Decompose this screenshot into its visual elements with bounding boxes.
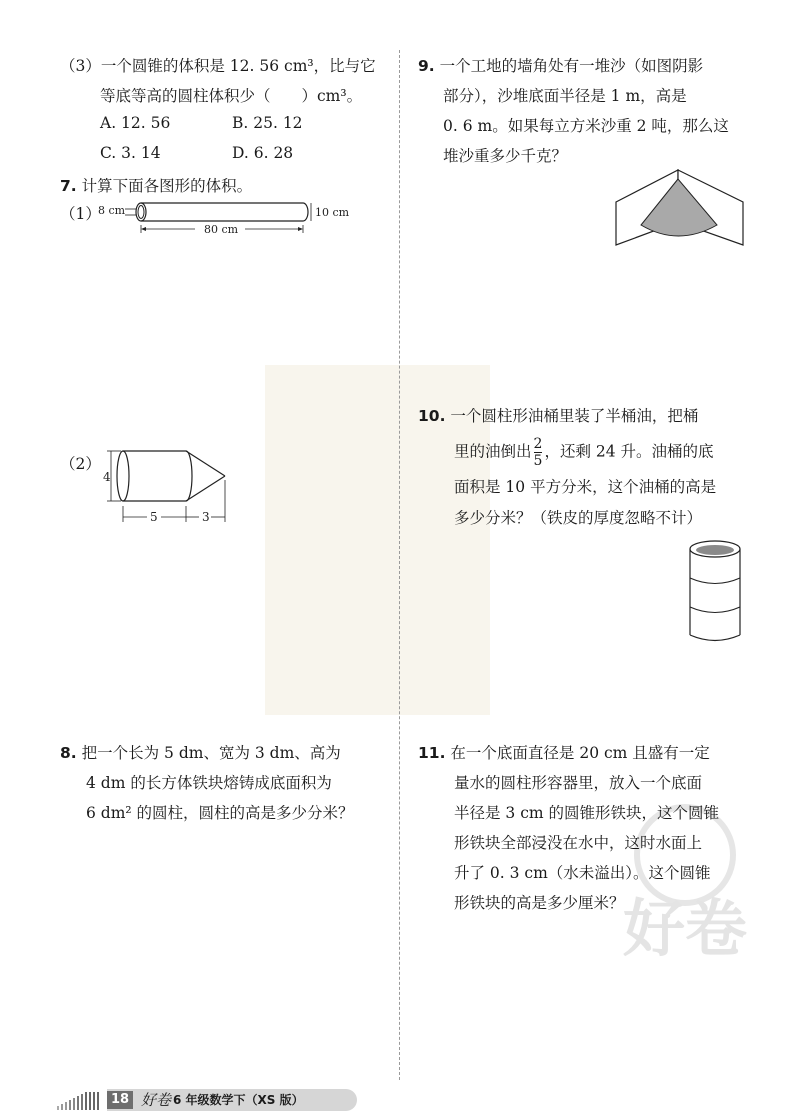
watermark-char-1: 好卷 [622,892,748,965]
q9-line1 [418,54,703,76]
footer-brand-logo: 好卷 [141,1091,172,1109]
footer-book-title: 6 年级数学下（XS 版） [173,1093,304,1107]
q11-line1 [418,741,710,763]
q7-fig2-height-label: 4 [103,470,111,484]
q6-3-label: （3） [60,57,101,75]
q8-text1: 把一个长为 5 dm、宽为 3 dm、高为 [81,744,341,762]
q6-3-line1 [60,54,376,76]
q8-line1 [60,741,341,763]
q6-3-option-b: B. 25. 12 [232,114,303,132]
q6-3-option-d: D. 6. 28 [232,144,294,162]
q7-tube-outer-label: 10 cm [315,206,350,219]
q10-frac-num: 2 [533,436,543,452]
q9-sand-corner-figure [613,167,748,249]
q7-fig2-cone-label: 3 [202,510,210,524]
q7-heading [60,174,252,196]
q7-text: 计算下面各图形的体积。 [81,177,253,195]
page-number: 18 [107,1091,133,1109]
q6-3-line2: 等底等高的圆柱体积少（ ）cm³。 [100,87,363,105]
q6-3-option-a: A. 12. 56 [100,114,171,132]
q10-oil-drum-figure [685,537,745,645]
q7-fig2-cyl-label: 5 [150,510,158,524]
q10-line1 [418,404,698,426]
q11-line3: 半径是 3 cm 的圆锥形铁块，这个圆锥 [454,804,720,822]
q9-line3: 0. 6 m。如果每立方米沙重 2 吨，那么这 [443,117,729,135]
q10-text1: 一个圆柱形油桶里装了半桶油，把桶 [450,407,699,425]
q11-text1: 在一个底面直径是 20 cm 且盛有一定 [450,744,710,762]
q10-number: 10. [418,407,446,425]
q10-text2-post: ，还剩 24 升。油桶的底 [544,442,714,461]
q10-line2 [454,436,714,469]
q7-number: 7. [60,177,77,195]
q9-number: 9. [418,57,435,75]
q10-frac-den: 5 [533,453,543,469]
q10-fraction [534,436,543,469]
page-footer [55,1089,355,1111]
q11-line5: 升了 0. 3 cm（水未溢出）。这个圆锥 [454,864,711,882]
q8-line3: 6 dm² 的圆柱，圆柱的高是多少分米？ [86,804,354,822]
q9-text1: 一个工地的墙角处有一堆沙（如图阴影 [439,57,704,75]
footer-bars-decoration [55,1092,103,1110]
q6-3-text1: 一个圆锥的体积是 12. 56 cm³，比与它 [100,57,376,75]
q10-line3: 面积是 10 平方分米，这个油桶的高是 [454,478,717,496]
q8-number: 8. [60,744,77,762]
q7-tube-length-label: 80 cm [204,223,239,236]
q9-line2: 部分），沙堆底面半径是 1 m，高是 [443,87,687,105]
q11-number: 11. [418,744,446,762]
q7-tube-figure [95,195,360,240]
q7-tube-diameter-label: 8 cm [98,204,126,217]
q7-part2-label: （2） [60,455,101,473]
q8-line2: 4 dm 的长方体铁块熔铸成底面积为 [86,774,332,792]
q11-line6: 形铁块的高是多少厘米？ [454,894,625,912]
q10-line4: 多少分米？（铁皮的厚度忽略不计） [454,509,703,527]
q11-line2: 量水的圆柱形容器里，放入一个底面 [454,774,703,792]
q11-line4: 形铁块全部浸没在水中，这时水面上 [454,834,703,852]
q10-text2-pre: 里的油倒出 [454,442,532,461]
q7-cylinder-cone-figure [95,440,245,530]
q6-3-option-c: C. 3. 14 [100,144,161,162]
q9-line4: 堆沙重多少千克？ [443,147,568,165]
column-divider [399,50,400,1080]
q7-part1-label: （1） [60,205,101,223]
